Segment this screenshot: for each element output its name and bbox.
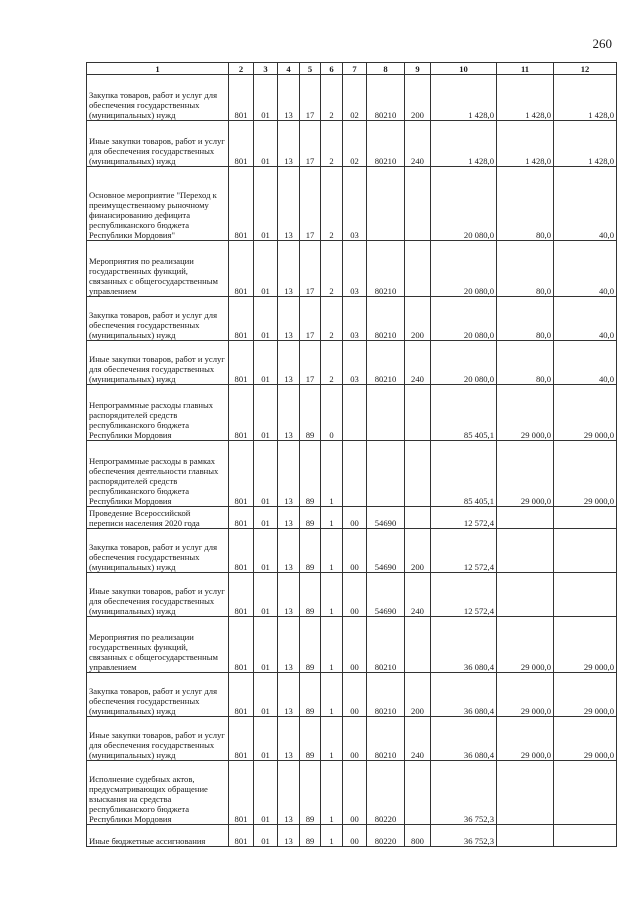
row-amount-2020: 1 428,0	[431, 75, 497, 121]
row-event-code: 02	[343, 121, 367, 167]
row-amount-2020: 36 080,4	[431, 617, 497, 673]
row-amount-2021	[497, 507, 554, 529]
row-name: Закупка товаров, работ и услуг для обеспечения государственных (муниципальных) нужд	[87, 75, 229, 121]
row-name: Основное мероприятие "Переход к преимущественному рыночному финансированию дефицита республиканского бюджета Республики Мордовия"	[87, 167, 229, 241]
row-subsection-code: 13	[278, 167, 300, 241]
row-section-code: 01	[254, 441, 278, 507]
row-amount-2021: 29 000,0	[497, 717, 554, 761]
row-amount-2022	[554, 761, 617, 825]
row-subprogram-code: 1	[321, 507, 343, 529]
row-event-code: 03	[343, 341, 367, 385]
row-program-code: 17	[300, 167, 321, 241]
row-amount-2022: 40,0	[554, 167, 617, 241]
row-section-code: 01	[254, 673, 278, 717]
row-expense-type-code	[405, 761, 431, 825]
header-cell: 10	[431, 63, 497, 75]
row-amount-2021: 1 428,0	[497, 121, 554, 167]
row-name: Иные закупки товаров, работ и услуг для обеспечения государственных (муниципальных) нужд	[87, 573, 229, 617]
row-subprogram-code: 2	[321, 241, 343, 297]
row-amount-2021: 29 000,0	[497, 673, 554, 717]
row-section-code: 01	[254, 121, 278, 167]
row-amount-2021: 29 000,0	[497, 617, 554, 673]
row-section-code: 01	[254, 617, 278, 673]
row-event-code: 00	[343, 617, 367, 673]
row-amount-2020: 36 080,4	[431, 673, 497, 717]
row-section-code: 01	[254, 507, 278, 529]
row-amount-2021	[497, 573, 554, 617]
row-ministry-code: 801	[229, 617, 254, 673]
row-amount-2020: 12 572,4	[431, 529, 497, 573]
row-program-code: 89	[300, 825, 321, 847]
row-amount-2021	[497, 761, 554, 825]
row-ministry-code: 801	[229, 341, 254, 385]
row-direction-code: 80210	[367, 673, 405, 717]
header-cell: 3	[254, 63, 278, 75]
row-expense-type-code: 200	[405, 75, 431, 121]
row-program-code: 89	[300, 385, 321, 441]
header-cell: 7	[343, 63, 367, 75]
row-subprogram-code: 1	[321, 529, 343, 573]
row-amount-2020: 85 405,1	[431, 385, 497, 441]
row-subsection-code: 13	[278, 717, 300, 761]
row-subprogram-code: 2	[321, 75, 343, 121]
row-amount-2021: 29 000,0	[497, 441, 554, 507]
row-expense-type-code: 240	[405, 121, 431, 167]
row-direction-code: 54690	[367, 529, 405, 573]
row-program-code: 17	[300, 341, 321, 385]
header-cell: 8	[367, 63, 405, 75]
header-cell: 4	[278, 63, 300, 75]
row-amount-2020: 36 752,3	[431, 825, 497, 847]
row-event-code: 00	[343, 761, 367, 825]
header-cell: 1	[87, 63, 229, 75]
row-event-code: 03	[343, 167, 367, 241]
table-row	[87, 441, 617, 507]
row-program-code: 89	[300, 529, 321, 573]
table-row	[87, 241, 617, 297]
row-direction-code	[367, 441, 405, 507]
row-subprogram-code: 1	[321, 617, 343, 673]
budget-table	[86, 62, 617, 847]
table-row	[87, 75, 617, 121]
row-program-code: 89	[300, 717, 321, 761]
row-direction-code: 80210	[367, 241, 405, 297]
row-event-code: 00	[343, 529, 367, 573]
row-amount-2022: 40,0	[554, 241, 617, 297]
row-amount-2021	[497, 529, 554, 573]
row-direction-code: 54690	[367, 573, 405, 617]
row-program-code: 89	[300, 617, 321, 673]
row-amount-2022	[554, 573, 617, 617]
header-row	[87, 63, 617, 75]
row-amount-2020: 1 428,0	[431, 121, 497, 167]
row-direction-code	[367, 385, 405, 441]
row-expense-type-code: 240	[405, 573, 431, 617]
row-section-code: 01	[254, 75, 278, 121]
header-cell: 9	[405, 63, 431, 75]
row-subsection-code: 13	[278, 241, 300, 297]
row-subprogram-code: 1	[321, 573, 343, 617]
row-amount-2022	[554, 825, 617, 847]
row-amount-2020: 20 080,0	[431, 341, 497, 385]
row-section-code: 01	[254, 341, 278, 385]
row-expense-type-code: 800	[405, 825, 431, 847]
row-subprogram-code: 1	[321, 717, 343, 761]
row-amount-2021: 80,0	[497, 341, 554, 385]
row-subprogram-code: 2	[321, 121, 343, 167]
table-row	[87, 825, 617, 847]
row-name: Мероприятия по реализации государственных функций, связанных с общегосударственным управлением	[87, 241, 229, 297]
row-section-code: 01	[254, 717, 278, 761]
row-expense-type-code	[405, 241, 431, 297]
row-event-code: 00	[343, 825, 367, 847]
row-event-code: 00	[343, 573, 367, 617]
row-event-code	[343, 385, 367, 441]
row-subsection-code: 13	[278, 617, 300, 673]
row-amount-2021	[497, 825, 554, 847]
page-number: 260	[592, 36, 612, 51]
row-ministry-code: 801	[229, 529, 254, 573]
row-name: Иные закупки товаров, работ и услуг для обеспечения государственных (муниципальных) нужд	[87, 121, 229, 167]
row-ministry-code: 801	[229, 121, 254, 167]
row-direction-code: 80210	[367, 297, 405, 341]
row-amount-2022: 40,0	[554, 297, 617, 341]
table-row	[87, 385, 617, 441]
row-amount-2020: 20 080,0	[431, 297, 497, 341]
row-program-code: 89	[300, 673, 321, 717]
row-ministry-code: 801	[229, 167, 254, 241]
row-amount-2021: 80,0	[497, 167, 554, 241]
header-cell: 11	[497, 63, 554, 75]
row-expense-type-code: 240	[405, 341, 431, 385]
row-subsection-code: 13	[278, 341, 300, 385]
row-section-code: 01	[254, 167, 278, 241]
row-section-code: 01	[254, 529, 278, 573]
row-subsection-code: 13	[278, 673, 300, 717]
header-cell: 2	[229, 63, 254, 75]
row-name: Иные бюджетные ассигнования	[87, 825, 229, 847]
row-program-code: 89	[300, 507, 321, 529]
row-subsection-code: 13	[278, 441, 300, 507]
header-cell: 6	[321, 63, 343, 75]
row-subprogram-code: 1	[321, 825, 343, 847]
row-amount-2022	[554, 529, 617, 573]
row-direction-code: 80220	[367, 825, 405, 847]
row-event-code: 02	[343, 75, 367, 121]
row-section-code: 01	[254, 241, 278, 297]
row-expense-type-code	[405, 441, 431, 507]
row-direction-code: 80210	[367, 717, 405, 761]
row-amount-2020: 20 080,0	[431, 241, 497, 297]
row-ministry-code: 801	[229, 507, 254, 529]
row-subsection-code: 13	[278, 529, 300, 573]
row-expense-type-code	[405, 385, 431, 441]
row-amount-2022: 1 428,0	[554, 75, 617, 121]
row-section-code: 01	[254, 385, 278, 441]
row-amount-2021: 29 000,0	[497, 385, 554, 441]
row-section-code: 01	[254, 825, 278, 847]
row-expense-type-code	[405, 617, 431, 673]
row-subsection-code: 13	[278, 297, 300, 341]
row-event-code: 00	[343, 717, 367, 761]
row-program-code: 17	[300, 241, 321, 297]
row-direction-code	[367, 167, 405, 241]
row-program-code: 89	[300, 573, 321, 617]
table-row	[87, 121, 617, 167]
row-amount-2022	[554, 507, 617, 529]
row-subprogram-code: 2	[321, 167, 343, 241]
table-row	[87, 507, 617, 529]
row-subsection-code: 13	[278, 385, 300, 441]
table-row	[87, 717, 617, 761]
row-amount-2020: 12 572,4	[431, 573, 497, 617]
table-row	[87, 617, 617, 673]
row-amount-2021: 80,0	[497, 297, 554, 341]
row-subprogram-code: 2	[321, 297, 343, 341]
row-program-code: 17	[300, 121, 321, 167]
table-row	[87, 673, 617, 717]
row-amount-2022: 29 000,0	[554, 441, 617, 507]
table-row	[87, 297, 617, 341]
row-ministry-code: 801	[229, 673, 254, 717]
row-amount-2022: 29 000,0	[554, 617, 617, 673]
row-direction-code: 54690	[367, 507, 405, 529]
row-amount-2022: 29 000,0	[554, 717, 617, 761]
row-amount-2022: 1 428,0	[554, 121, 617, 167]
row-amount-2020: 36 080,4	[431, 717, 497, 761]
row-subsection-code: 13	[278, 761, 300, 825]
row-name: Иные закупки товаров, работ и услуг для обеспечения государственных (муниципальных) нужд	[87, 717, 229, 761]
row-section-code: 01	[254, 297, 278, 341]
row-ministry-code: 801	[229, 761, 254, 825]
row-amount-2020: 36 752,3	[431, 761, 497, 825]
row-event-code: 00	[343, 673, 367, 717]
table-row	[87, 341, 617, 385]
row-expense-type-code: 240	[405, 717, 431, 761]
row-name: Непрограммные расходы главных распорядителей средств республиканского бюджета Республики Мордовия	[87, 385, 229, 441]
row-name: Мероприятия по реализации государственных функций, связанных с общегосударственным управлением	[87, 617, 229, 673]
row-event-code	[343, 441, 367, 507]
row-subprogram-code: 1	[321, 441, 343, 507]
row-subprogram-code: 1	[321, 673, 343, 717]
row-program-code: 17	[300, 75, 321, 121]
row-subsection-code: 13	[278, 825, 300, 847]
row-program-code: 89	[300, 761, 321, 825]
row-name: Непрограммные расходы в рамках обеспечения деятельности главных распорядителей средств республиканского бюджета Республики Мордовия	[87, 441, 229, 507]
row-amount-2022: 40,0	[554, 341, 617, 385]
row-amount-2021: 80,0	[497, 241, 554, 297]
table-row	[87, 761, 617, 825]
row-ministry-code: 801	[229, 385, 254, 441]
row-direction-code: 80210	[367, 75, 405, 121]
row-amount-2022: 29 000,0	[554, 385, 617, 441]
row-direction-code: 80210	[367, 121, 405, 167]
row-subprogram-code: 1	[321, 761, 343, 825]
row-ministry-code: 801	[229, 825, 254, 847]
row-name: Исполнение судебных актов, предусматривающих обращение взыскания на средства республиканского бюджета Республики Мордовия	[87, 761, 229, 825]
row-section-code: 01	[254, 573, 278, 617]
row-subsection-code: 13	[278, 573, 300, 617]
row-ministry-code: 801	[229, 573, 254, 617]
row-amount-2020: 12 572,4	[431, 507, 497, 529]
header-cell: 5	[300, 63, 321, 75]
row-name: Закупка товаров, работ и услуг для обеспечения государственных (муниципальных) нужд	[87, 529, 229, 573]
row-subprogram-code: 2	[321, 341, 343, 385]
row-ministry-code: 801	[229, 297, 254, 341]
table-row	[87, 573, 617, 617]
row-event-code: 03	[343, 241, 367, 297]
row-direction-code: 80220	[367, 761, 405, 825]
row-program-code: 89	[300, 441, 321, 507]
row-expense-type-code	[405, 167, 431, 241]
row-ministry-code: 801	[229, 75, 254, 121]
row-expense-type-code: 200	[405, 673, 431, 717]
row-amount-2022: 29 000,0	[554, 673, 617, 717]
row-name: Закупка товаров, работ и услуг для обеспечения государственных (муниципальных) нужд	[87, 297, 229, 341]
row-amount-2021: 1 428,0	[497, 75, 554, 121]
row-program-code: 17	[300, 297, 321, 341]
row-name: Закупка товаров, работ и услуг для обеспечения государственных (муниципальных) нужд	[87, 673, 229, 717]
row-expense-type-code: 200	[405, 297, 431, 341]
row-section-code: 01	[254, 761, 278, 825]
row-subprogram-code: 0	[321, 385, 343, 441]
row-amount-2020: 20 080,0	[431, 167, 497, 241]
row-expense-type-code: 200	[405, 529, 431, 573]
row-ministry-code: 801	[229, 441, 254, 507]
row-subsection-code: 13	[278, 75, 300, 121]
table-body	[87, 75, 617, 847]
header-cell: 12	[554, 63, 617, 75]
row-ministry-code: 801	[229, 717, 254, 761]
row-event-code: 00	[343, 507, 367, 529]
row-ministry-code: 801	[229, 241, 254, 297]
row-name: Проведение Всероссийской переписи населения 2020 года	[87, 507, 229, 529]
row-expense-type-code	[405, 507, 431, 529]
row-direction-code: 80210	[367, 617, 405, 673]
row-name: Иные закупки товаров, работ и услуг для обеспечения государственных (муниципальных) нужд	[87, 341, 229, 385]
table-row	[87, 167, 617, 241]
row-subsection-code: 13	[278, 507, 300, 529]
table-row	[87, 529, 617, 573]
row-event-code: 03	[343, 297, 367, 341]
row-direction-code: 80210	[367, 341, 405, 385]
row-subsection-code: 13	[278, 121, 300, 167]
row-amount-2020: 85 405,1	[431, 441, 497, 507]
